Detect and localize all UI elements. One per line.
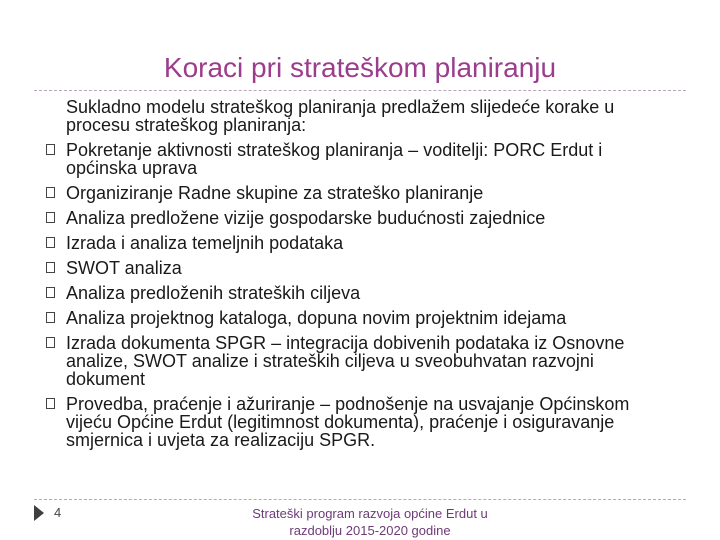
list-item: [48, 209, 668, 227]
empty-square-icon: [46, 262, 55, 273]
empty-square-icon: [46, 237, 55, 248]
list-item: [48, 309, 668, 327]
empty-square-icon: [46, 212, 55, 223]
list-item: [48, 334, 668, 388]
list-item-text: Pokretanje aktivnosti strateškog planiranja – voditelji: PORC Erdut i općinska uprava: [66, 140, 603, 178]
empty-square-icon: [46, 337, 55, 348]
list-item: [48, 284, 668, 302]
empty-square-icon: [46, 312, 55, 323]
footer-text: [230, 505, 510, 539]
list-item: [48, 184, 668, 202]
list-item: [48, 234, 668, 252]
list-item-text: Izrada dokumenta SPGR – integracija dobivenih podataka iz Osnovne analize, SWOT analize i strateških ciljeva u sveobuhvatan razvojni dokument: [66, 333, 625, 389]
list-item-text: Izrada i analiza temeljnih podataka: [66, 233, 344, 253]
triangle-right-icon[interactable]: [34, 505, 44, 521]
empty-square-icon: [46, 287, 55, 298]
footer-line: Strateški program razvoja općine Erdut u: [252, 506, 488, 521]
slide-title: Koraci pri strateškom planiranju: [163, 52, 557, 83]
footer-line: razdoblju 2015-2020 godine: [289, 523, 451, 538]
list-item: [48, 141, 668, 177]
empty-square-icon: [46, 144, 55, 155]
slide-content: [48, 98, 668, 449]
page-number: 4: [54, 505, 62, 520]
list-item-text: Analiza projektnog kataloga, dopuna novim projektnim idejama: [66, 308, 567, 328]
list-item-text: SWOT analiza: [66, 258, 182, 278]
list-item: [48, 259, 668, 277]
intro-text: Sukladno modelu strateškog planiranja predlažem slijedeće korake u procesu strateškog planiranja:: [66, 97, 615, 135]
empty-square-icon: [46, 187, 55, 198]
list-item-text: Analiza predloženih strateških ciljeva: [66, 283, 361, 303]
footer-divider: [34, 499, 686, 500]
list-item-text: Organiziranje Radne skupine za strateško planiranje: [66, 183, 484, 203]
list-item-text: Provedba, praćenje i ažuriranje – podnošenje na usvajanje Općinskom vijeću Općine Erdut (legitimnost dokumenta), praćenje i osiguravanje smjernica i uvjeta za realizaciju SPGR.: [66, 394, 630, 450]
list-item-text: Analiza predložene vizije gospodarske budućnosti zajednice: [66, 208, 546, 228]
title-divider: [34, 90, 686, 91]
empty-square-icon: [46, 398, 55, 409]
list-item: [48, 395, 668, 449]
